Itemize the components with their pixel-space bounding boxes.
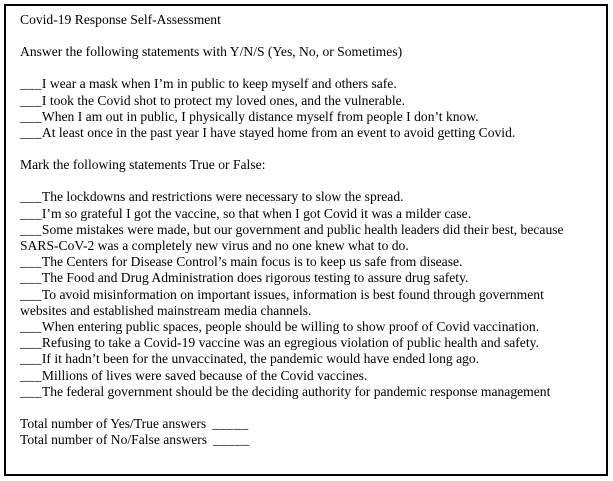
statement-line — [20, 319, 592, 335]
statement-line — [20, 287, 592, 319]
answer-blank[interactable]: ___ — [20, 335, 42, 351]
statement-line — [20, 206, 592, 222]
yns-instruction: Answer the following statements with Y/N/S (Yes, No, or Sometimes) — [20, 44, 403, 60]
answer-blank[interactable]: ___ — [20, 189, 42, 205]
statement-line — [20, 109, 592, 125]
total-no-false-line — [20, 432, 592, 448]
statement-text: The federal government should be the deciding authority for pandemic response management — [41, 383, 551, 399]
answer-blank[interactable]: ___ — [20, 92, 42, 108]
statement-text: Some mistakes were made, but our government and public health leaders did their best, because SARS-CoV-2 was a completely new virus and no one knew what to do. — [20, 221, 564, 254]
answer-blank[interactable]: ___ — [20, 125, 42, 141]
tf-instruction: Mark the following statements True or False: — [20, 157, 266, 173]
answer-blank[interactable]: ___ — [20, 270, 42, 286]
statement-line — [20, 270, 592, 286]
statement-text: Refusing to take a Covid-19 vaccine was an egregious violation of public health and safety. — [41, 335, 539, 351]
answer-blank[interactable]: ___ — [20, 254, 42, 270]
statement-text: When I am out in public, I physically distance myself from people I don’t know. — [41, 108, 479, 124]
answer-blank[interactable]: ___ — [20, 286, 42, 302]
document-page — [4, 4, 608, 476]
statement-line — [20, 76, 592, 92]
answer-blank[interactable]: ___ — [20, 351, 42, 367]
tf-statements — [20, 189, 592, 400]
statement-line — [20, 335, 592, 351]
statement-text: If it hadn’t been for the unvaccinated, the pandemic would have ended long ago. — [41, 351, 480, 367]
statement-line — [20, 351, 592, 367]
statement-line — [20, 222, 592, 254]
yns-statements — [20, 76, 592, 141]
statement-text: The lockdowns and restrictions were necessary to slow the spread. — [41, 189, 404, 205]
statement-text: I wear a mask when I’m in public to keep myself and others safe. — [41, 76, 397, 92]
answer-blank[interactable]: ___ — [20, 221, 42, 237]
answer-blank[interactable]: ___ — [20, 108, 42, 124]
statement-line — [20, 368, 592, 384]
statement-line — [20, 384, 592, 400]
answer-blank[interactable]: ___ — [20, 367, 42, 383]
statement-text: When entering public spaces, people should be willing to show proof of Covid vaccination. — [41, 319, 540, 335]
statement-text: The Centers for Disease Control’s main focus is to keep us safe from disease. — [41, 254, 463, 270]
statement-text: To avoid misinformation on important issues, information is best found through government websites and established mainstream media channels. — [20, 286, 544, 318]
statement-text: The Food and Drug Administration does rigorous testing to assure drug safety. — [41, 270, 469, 286]
statement-line — [20, 189, 592, 205]
answer-blank[interactable]: ___ — [20, 205, 42, 221]
total-yes-true-blank[interactable]: _____ — [212, 416, 249, 432]
total-yes-true-line — [20, 416, 592, 432]
answer-blank[interactable]: ___ — [20, 76, 42, 92]
statement-line — [20, 125, 592, 141]
statement-line — [20, 93, 592, 109]
statement-text: At least once in the past year I have stayed home from an event to avoid getting Covid. — [41, 125, 516, 141]
answer-blank[interactable]: ___ — [20, 319, 42, 335]
statement-text: I took the Covid shot to protect my loved ones, and the vulnerable. — [41, 92, 406, 108]
total-no-false-label: Total number of No/False answers — [20, 432, 208, 448]
statement-text: Millions of lives were saved because of the Covid vaccines. — [41, 367, 368, 383]
statement-line — [20, 254, 592, 270]
total-no-false-blank[interactable]: _____ — [213, 432, 250, 448]
totals-section — [20, 416, 592, 448]
statement-text: I’m so grateful I got the vaccine, so that when I got Covid it was a milder case. — [41, 205, 472, 221]
total-yes-true-label: Total number of Yes/True answers — [20, 416, 207, 432]
document-title: Covid-19 Response Self-Assessment — [20, 12, 221, 27]
answer-blank[interactable]: ___ — [20, 383, 42, 399]
